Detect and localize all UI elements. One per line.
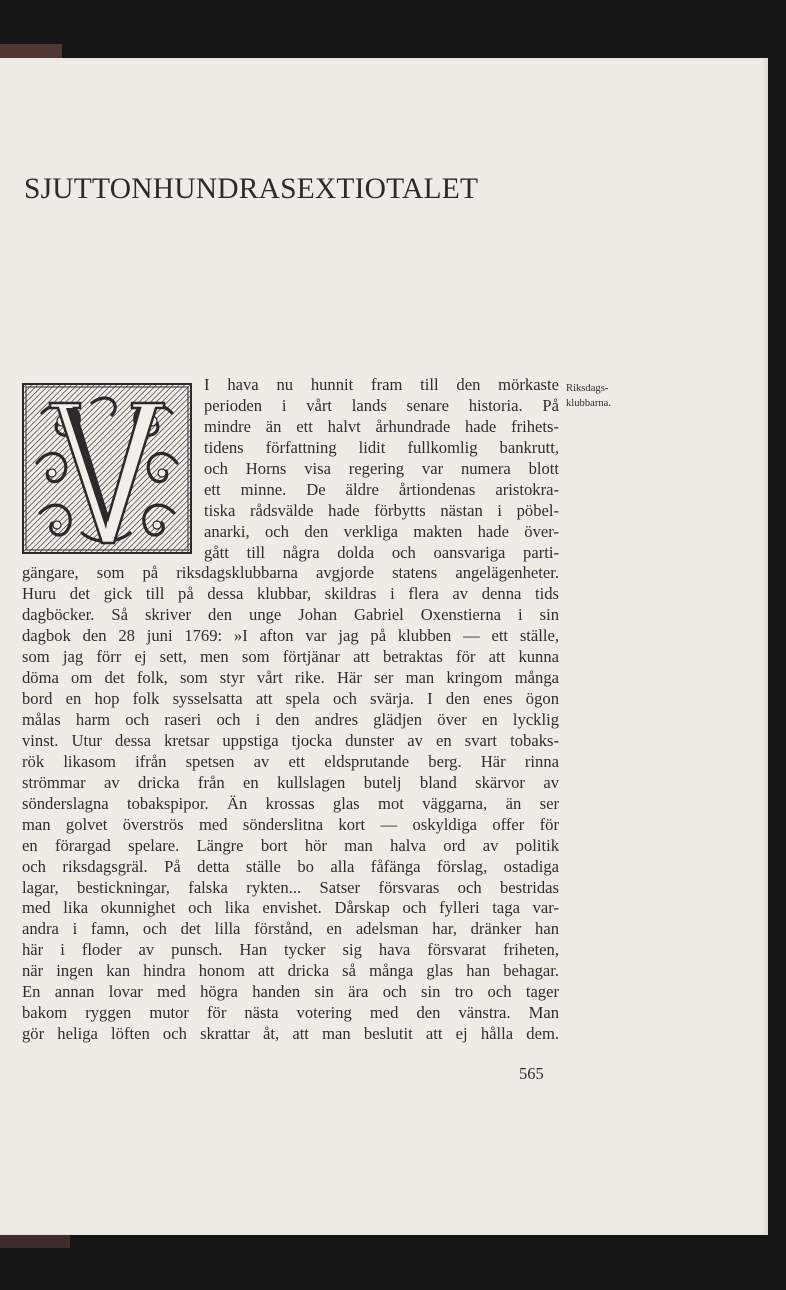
- page-number: 565: [519, 1064, 544, 1083]
- marginal-note: [566, 381, 646, 411]
- book-page: [0, 58, 768, 1235]
- text-line: En annan lovar med högra handen sin ära och sin tro och tager: [22, 982, 559, 1002]
- text-line: rök likasom ifrån spetsen av ett eldsprutande berg. Här rinna: [22, 751, 559, 771]
- text-line: sönderslagna tobakspipor. Än krossas glas mot väggarna, än ser: [22, 793, 559, 813]
- text-line: när ingen kan hindra honom att dricka så många glas han behagar.: [22, 961, 559, 981]
- text-line: som jag förr ej sett, men som förtjänar att betraktas för att kunna: [22, 647, 559, 667]
- text-line: I hava nu hunnit fram till den mörkaste: [204, 375, 559, 394]
- text-line: bakom ryggen mutor för nästa votering med den vänstra. Man: [22, 1003, 559, 1023]
- text-line: och Horns visa regering var numera blott: [204, 458, 559, 478]
- text-line: med lika okunnighet och lika envishet. Dårskap och fylleri taga var-: [22, 898, 559, 918]
- text-line: ett minne. De äldre årtiondenas aristokra-: [204, 479, 559, 499]
- scan-edge-top: [0, 44, 62, 58]
- text-line: tidens författning lidit fullkomlig bankrutt,: [204, 437, 559, 457]
- text-line: gör heliga löften och skrattar åt, att man beslutit att ej hålla dem.: [22, 1024, 559, 1044]
- text-line: lagar, bestickningar, falska rykten... Satser försvaras och bestridas: [22, 877, 559, 897]
- text-line: en förargad spelare. Längre bort hör man halva ord av politik: [22, 835, 559, 855]
- text-line: mindre än ett halvt århundrade hade frihets-: [204, 416, 559, 436]
- text-line: anarki, och den verkliga makten hade över-: [204, 521, 559, 541]
- text-line: dagböcker. Så skriver den unge Johan Gabriel Oxenstierna i sin: [22, 605, 559, 625]
- body-paragraph: [22, 375, 559, 1045]
- text-line: gängare, som på riksdagsklubbarna avgjorde statens angelägenheter.: [22, 563, 559, 583]
- text-line: vinst. Utur dessa kretsar uppstiga tjocka dunster av en svart tobaks-: [22, 730, 559, 750]
- text-line: andra i famn, och det lilla förstånd, en adelsman har, dränker han: [22, 919, 559, 939]
- text-line: bord en hop folk sysselsatta att spela och svärja. I den enes ögon: [22, 689, 559, 709]
- text-line: gått till några dolda och oansvariga parti-: [204, 542, 559, 562]
- text-line: Huru det gick till på dessa klubbar, skildras i flera av denna tids: [22, 584, 559, 604]
- text-line: döma om det folk, som styr vårt rike. Här ser man kringom många: [22, 668, 559, 688]
- text-line: dagbok den 28 juni 1769: »I afton var jag på klubben — ett ställe,: [22, 626, 559, 646]
- text-line: och riksdagsgräl. På detta ställe bo alla fåfänga förslag, ostadiga: [22, 856, 559, 876]
- text-line: målas harm och raseri och i den andres glädjen över en lycklig: [22, 710, 559, 729]
- chapter-title: SJUTTONHUNDRASEXTIOTALET: [24, 173, 479, 205]
- scan-edge-bottom: [0, 1234, 70, 1248]
- text-line: här i floder av punsch. Han tycker sig hava försvarat friheten,: [22, 940, 559, 960]
- text-line: tiska rådsvälde hade förbytts nästan i pöbel-: [204, 500, 559, 520]
- marginal-note-line: Riksdags-: [566, 383, 609, 394]
- text-line: strömmar av dricka från en kullslagen butelj bland skärvor av: [22, 772, 559, 792]
- text-line: man golvet överströs med sönderslitna kort — oskyldiga offer för: [22, 814, 559, 834]
- text-line: perioden i vårt lands senare historia. På: [204, 395, 559, 415]
- marginal-note-line: klubbarna.: [566, 398, 612, 409]
